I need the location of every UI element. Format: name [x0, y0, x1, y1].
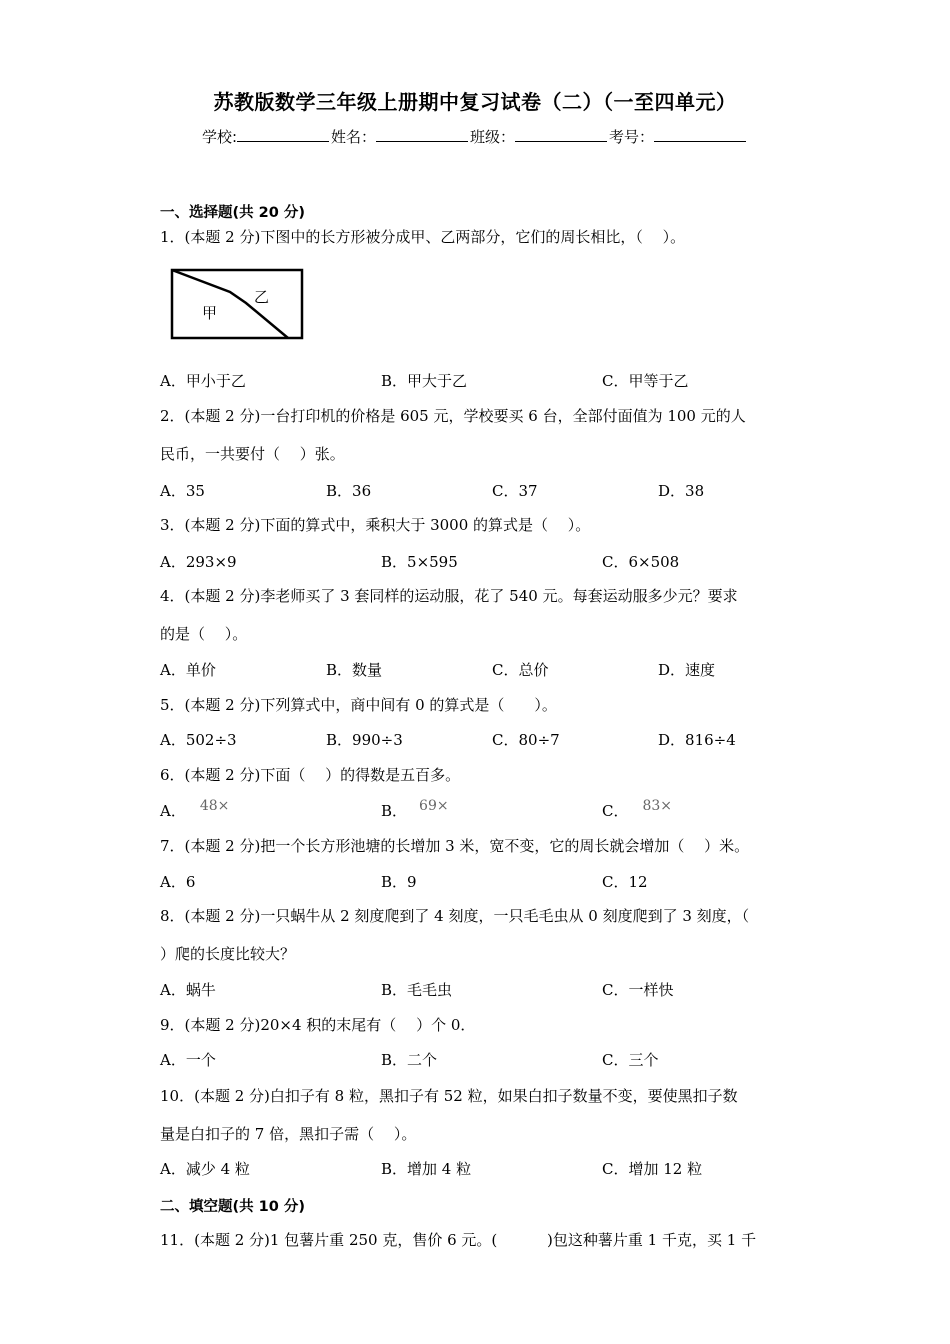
q6-option-c-expr: 83×: [642, 798, 673, 814]
q6-option-c[interactable]: [602, 800, 672, 821]
section-1-heading: 一、选择题(共 20 分): [160, 205, 306, 221]
q8-option-a[interactable]: A．蜗牛: [160, 981, 216, 999]
rectangle-figure: [168, 266, 306, 342]
q2-option-b[interactable]: B．36: [326, 482, 372, 500]
q4-option-a[interactable]: A．单价: [160, 661, 216, 679]
q6-option-b-expr: 69×: [419, 798, 449, 814]
student-info-row: [0, 126, 950, 147]
question-11-text: 11．(本题 2 分)1 包薯片重 250 克，售价 6 元。( )包这种薯片重 1 千克，买 1 千: [160, 1231, 757, 1249]
exam-no-blank[interactable]: [654, 127, 746, 142]
q2-option-d[interactable]: D．38: [658, 482, 705, 500]
q7-option-a[interactable]: A．6: [160, 873, 196, 891]
question-4-text-line1: 4．(本题 2 分)李老师买了 3 套同样的运动服，花了 540 元。每套运动服多少元？要求: [160, 587, 738, 605]
question-5-text: 5．(本题 2 分)下列算式中，商中间有 0 的算式是（ ）。: [160, 696, 557, 714]
question-7-text: 7．(本题 2 分)把一个长方形池塘的长增加 3 米，宽不变，它的周长就会增加（ ）米。: [160, 837, 750, 855]
q3-option-a[interactable]: A．293×9: [160, 553, 237, 571]
q8-option-c[interactable]: C．一样快: [602, 981, 674, 999]
q7-option-b[interactable]: B．9: [381, 873, 417, 891]
question-10-text-line2: 量是白扣子的 7 倍，黑扣子需（ ）。: [160, 1125, 417, 1143]
figure-label-jia: 甲: [202, 304, 218, 322]
figure-rectangle: [172, 270, 302, 338]
figure-divider-line: [172, 270, 288, 338]
q6-option-b-letter: B．: [381, 802, 408, 820]
school-label: 学校:: [201, 128, 237, 146]
figure-label-yi: 乙: [254, 288, 270, 306]
q5-option-c[interactable]: C．80÷7: [492, 731, 560, 749]
q2-option-c[interactable]: C．37: [492, 482, 538, 500]
class-blank[interactable]: [515, 127, 607, 142]
question-3-text: 3．(本题 2 分)下面的算式中，乘积大于 3000 的算式是（ ）。: [160, 516, 591, 534]
name-label: 姓名：: [331, 128, 377, 146]
question-4-text-line2: 的是（ ）。: [160, 625, 248, 643]
name-blank[interactable]: [376, 127, 468, 142]
question-2-text-line2: 民币，一共要付（ ）张。: [160, 445, 345, 463]
question-8-text-line1: 8．(本题 2 分)一只蜗牛从 2 刻度爬到了 4 刻度，一只毛毛虫从 0 刻度爬到了 3 刻度，（: [160, 907, 750, 925]
q1-option-a[interactable]: A．甲小于乙: [160, 372, 246, 390]
q4-option-b[interactable]: B．数量: [326, 661, 383, 679]
q3-option-c[interactable]: C．6×508: [602, 553, 680, 571]
question-2-text-line1: 2．(本题 2 分)一台打印机的价格是 605 元，学校要买 6 台，全部付面值为 100 元的人: [160, 407, 746, 425]
q5-option-d[interactable]: D．816÷4: [658, 731, 736, 749]
question-9-text: 9．(本题 2 分)20×4 积的末尾有（ ）个 0．: [160, 1016, 476, 1034]
q9-option-b[interactable]: B．二个: [381, 1051, 438, 1069]
q3-option-b[interactable]: B．5×595: [381, 553, 458, 571]
q10-option-a[interactable]: A．减少 4 粒: [160, 1160, 250, 1178]
q8-option-b[interactable]: B．毛毛虫: [381, 981, 453, 999]
q5-option-b[interactable]: B．990÷3: [326, 731, 403, 749]
exam-no-label: 考号：: [609, 128, 655, 146]
q1-option-b[interactable]: B．甲大于乙: [381, 372, 468, 390]
question-6-text: 6．(本题 2 分)下面（ ）的得数是五百多。: [160, 766, 461, 784]
q6-option-a-letter: A．: [160, 802, 186, 820]
q1-option-c[interactable]: C．甲等于乙: [602, 372, 689, 390]
page-title: 苏教版数学三年级上册期中复习试卷（二）（一至四单元）: [213, 90, 737, 114]
school-blank[interactable]: [237, 127, 329, 142]
section-2-heading: 二、填空题(共 10 分): [160, 1199, 306, 1215]
q10-option-c[interactable]: C．增加 12 粒: [602, 1160, 703, 1178]
q9-option-c[interactable]: C．三个: [602, 1051, 659, 1069]
question-1-text: 1．(本题 2 分)下图中的长方形被分成甲、乙两部分，它们的周长相比，（ ）。: [160, 228, 686, 246]
question-8-text-line2: ）爬的长度比较大？: [160, 945, 296, 963]
q6-option-a[interactable]: [160, 800, 229, 821]
q6-option-c-letter: C．: [602, 802, 629, 820]
q6-option-a-expr: 48×: [199, 798, 230, 814]
question-10-text-line1: 10．(本题 2 分)白扣子有 8 粒，黑扣子有 52 粒，如果白扣子数量不变，要使黑扣子数: [160, 1087, 738, 1105]
q4-option-d[interactable]: D．速度: [658, 661, 716, 679]
q10-option-b[interactable]: B．增加 4 粒: [381, 1160, 472, 1178]
q6-option-b[interactable]: [381, 800, 449, 821]
q4-option-c[interactable]: C．总价: [492, 661, 549, 679]
q9-option-a[interactable]: A．一个: [160, 1051, 216, 1069]
q7-option-c[interactable]: C．12: [602, 873, 648, 891]
q5-option-a[interactable]: A．502÷3: [160, 731, 237, 749]
q2-option-a[interactable]: A．35: [160, 482, 205, 500]
class-label: 班级：: [470, 128, 516, 146]
